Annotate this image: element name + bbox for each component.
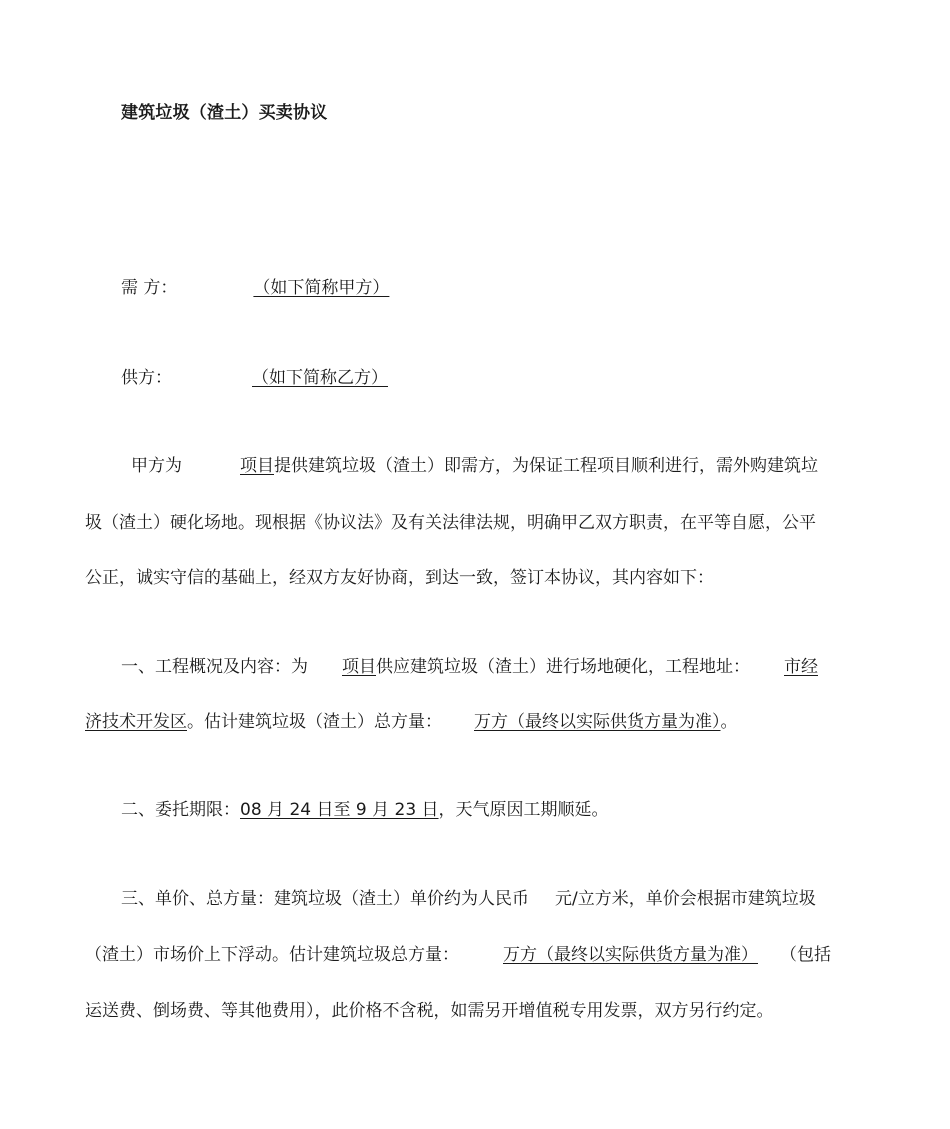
seller-field	[172, 368, 388, 388]
buyer-line	[121, 276, 389, 300]
section1-text-b: 供应建筑垃圾（渣土）进行场地硬化，工程地址：	[376, 657, 750, 677]
seller-note: （如下简称乙方）	[252, 368, 388, 388]
section1-qty-field	[442, 712, 721, 732]
document-title: 建筑垃圾（渣土）买卖协议	[121, 103, 328, 123]
buyer-label: 需 方：	[121, 278, 178, 298]
seller-label: 供方：	[121, 368, 172, 388]
section3-text-a: 三、单价、总方量：建筑垃圾（渣土）单价约为人民币	[121, 889, 529, 909]
intro-text-b: 提供建筑垃圾（渣土）即需方，为保证工程项目顺利进行，需外购建筑垃	[274, 456, 818, 476]
intro-line-1	[131, 454, 818, 478]
section1-project: 项目	[342, 657, 376, 677]
intro-text-a: 甲方为	[131, 456, 182, 476]
intro-project-field	[182, 456, 274, 476]
section1-city: 市经	[784, 657, 818, 677]
section3-qty-field	[459, 945, 770, 965]
section3-line-1	[121, 887, 816, 911]
section1-line-1	[121, 655, 818, 679]
section3-qty: 万方（最终以实际供货方量为准）	[503, 945, 758, 965]
section1-project-field	[308, 657, 376, 677]
section1-line-2	[85, 710, 738, 734]
section3-unit: 元/立方米，单价会根据市建筑垃圾	[555, 889, 816, 909]
section3-line-3: 运送费、倒场费、等其他费用），此价格不含税，如需另开增值税专用发票，双方另行约定。	[85, 1001, 774, 1021]
section3-text-c: （包括	[780, 945, 831, 965]
section1-text-c: 。估计建筑垃圾（渣土）总方量：	[187, 712, 442, 732]
section1-city-field	[750, 657, 818, 677]
section1-zone: 济技术开发区	[85, 712, 187, 732]
section2-period: 08 月 24 日至 9 月 23 日	[240, 800, 439, 820]
section1-text-a: 一、工程概况及内容：为	[121, 657, 308, 677]
section2-rest: ，天气原因工期顺延。	[438, 800, 609, 820]
section1-qty: 万方（最终以实际供货方量为准）	[474, 712, 721, 732]
buyer-note: （如下简称甲方）	[253, 278, 390, 298]
section3-price-blank	[529, 889, 555, 909]
seller-line	[121, 366, 388, 390]
intro-line-2: 圾（渣土）硬化场地。现根据《协议法》及有关法律法规，明确甲乙双方职责，在平等自愿，公平	[85, 513, 816, 533]
intro-line-3: 公正，诚实守信的基础上，经双方友好协商，到达一致，签订本协议，其内容如下：	[85, 568, 714, 588]
buyer-field	[177, 278, 389, 298]
section3-line-2	[85, 943, 831, 967]
section3-text-b: （渣土）市场价上下浮动。估计建筑垃圾总方量：	[85, 945, 459, 965]
section1-text-d: 。	[720, 712, 738, 732]
section2-label: 二、委托期限：	[121, 800, 240, 820]
intro-project: 项目	[240, 456, 274, 476]
section2-line	[121, 798, 609, 822]
